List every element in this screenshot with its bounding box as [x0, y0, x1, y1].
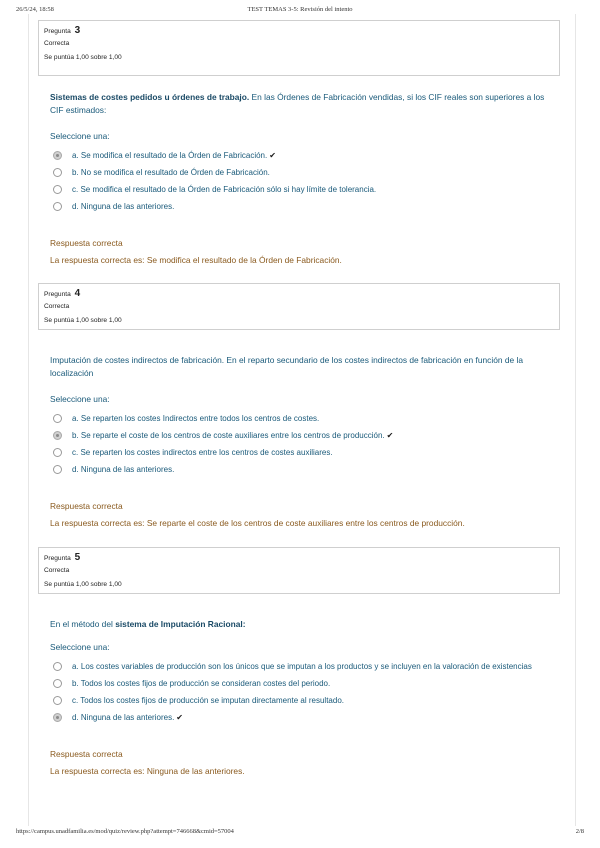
radio-button-checked[interactable] — [53, 431, 62, 440]
answer-option-a[interactable]: a. Se reparten los costes Indirectos entre todos los centros de costes. — [50, 410, 550, 427]
feedback — [50, 500, 550, 529]
question-number: Pregunta 4 — [44, 288, 81, 299]
print-url: https://campus.unadfamilia.es/mod/quiz/review.php?attempt=746668&cmid=57004 — [16, 828, 234, 835]
check-icon: ✔ — [176, 713, 183, 722]
answer-prompt: Seleccione una: — [50, 642, 110, 652]
answer-option-d[interactable]: d. Ninguna de las anteriores. — [50, 461, 550, 478]
feedback — [50, 748, 550, 777]
answer-option-a[interactable]: a. Se modifica el resultado de la Órden de Fabricación. ✔ — [50, 147, 550, 164]
question-number: Pregunta 5 — [44, 552, 81, 563]
radio-button[interactable] — [53, 168, 62, 177]
answer-list — [50, 147, 550, 215]
print-title: TEST TEMAS 3-5: Revisión del intento — [247, 6, 353, 13]
answer-option-c[interactable]: c. Se modifica el resultado de la Órden de Fabricación sólo si hay límite de tolerancia. — [50, 181, 550, 198]
answer-prompt: Seleccione una: — [50, 394, 110, 404]
answer-option-b[interactable]: b. No se modifica el resultado de Órden de Fabricación. — [50, 164, 550, 181]
correct-answer-text: La respuesta correcta es: Se modifica el resultado de la Órden de Fabricación. — [50, 255, 342, 265]
radio-button-checked[interactable] — [53, 713, 62, 722]
question-info-5 — [38, 547, 560, 594]
question-content-4 — [50, 354, 550, 529]
question-state: Correcta — [44, 40, 70, 47]
answer-list — [50, 658, 550, 726]
feedback-verdict: Respuesta correcta — [50, 749, 123, 759]
question-grade: Se puntúa 1,00 sobre 1,00 — [44, 54, 122, 61]
print-page-number: 2/8 — [575, 828, 584, 835]
radio-button[interactable] — [53, 414, 62, 423]
answer-option-b[interactable]: b. Se reparte el coste de los centros de coste auxiliares entre los centros de producción. ✔ — [50, 427, 550, 444]
print-date: 26/5/24, 18:58 — [16, 6, 54, 13]
correct-answer-text: La respuesta correcta es: Se reparte el coste de los centros de coste auxiliares entre los centros de producción. — [50, 518, 465, 528]
radio-button[interactable] — [53, 696, 62, 705]
question-content-3 — [50, 91, 550, 266]
feedback-verdict: Respuesta correcta — [50, 238, 123, 248]
question-grade: Se puntúa 1,00 sobre 1,00 — [44, 317, 122, 324]
correct-answer-text: La respuesta correcta es: Ninguna de las anteriores. — [50, 766, 245, 776]
print-footer — [16, 828, 584, 840]
check-icon: ✔ — [269, 151, 276, 160]
feedback — [50, 237, 550, 266]
question-text: Imputación de costes indirectos de fabricación. En el reparto secundario de los costes indirectos de fabricación en función de la localización — [50, 355, 523, 378]
answer-option-c[interactable]: c. Todos los costes fijos de producción se imputan directamente al resultado. — [50, 692, 550, 709]
answer-prompt: Seleccione una: — [50, 131, 110, 141]
answer-option-c[interactable]: c. Se reparten los costes indirectos entre los centros de costes auxiliares. — [50, 444, 550, 461]
check-icon: ✔ — [386, 431, 394, 440]
radio-button-checked[interactable] — [53, 151, 62, 160]
question-number: Pregunta 3 — [44, 25, 81, 36]
radio-button[interactable] — [53, 662, 62, 671]
radio-button[interactable] — [53, 185, 62, 194]
radio-button[interactable] — [53, 202, 62, 211]
feedback-verdict: Respuesta correcta — [50, 501, 123, 511]
answer-option-a[interactable]: a. Los costes variables de producción son los únicos que se imputan a los productos y se incluyen en la valoración de existencias — [50, 658, 550, 675]
answer-option-d[interactable]: d. Ninguna de las anteriores. ✔ — [50, 709, 550, 726]
question-content-5 — [50, 618, 550, 777]
question-text: Sistemas de costes pedidos u órdenes de trabajo. En las Órdenes de Fabricación vendidas, si los CIF reales son superiores a los CIF estimados: — [50, 92, 545, 115]
question-state: Correcta — [44, 567, 70, 574]
answer-option-b[interactable]: b. Todos los costes fijos de producción se consideran costes del periodo. — [50, 675, 550, 692]
radio-button[interactable] — [53, 465, 62, 474]
question-state: Correcta — [44, 303, 70, 310]
question-info-3 — [38, 20, 560, 76]
question-text: En el método del sistema de Imputación Racional: — [50, 619, 246, 629]
radio-button[interactable] — [53, 679, 62, 688]
question-info-4 — [38, 283, 560, 330]
radio-button[interactable] — [53, 448, 62, 457]
answer-list — [50, 410, 550, 478]
answer-option-d[interactable]: d. Ninguna de las anteriores. — [50, 198, 550, 215]
question-grade: Se puntúa 1,00 sobre 1,00 — [44, 581, 122, 588]
